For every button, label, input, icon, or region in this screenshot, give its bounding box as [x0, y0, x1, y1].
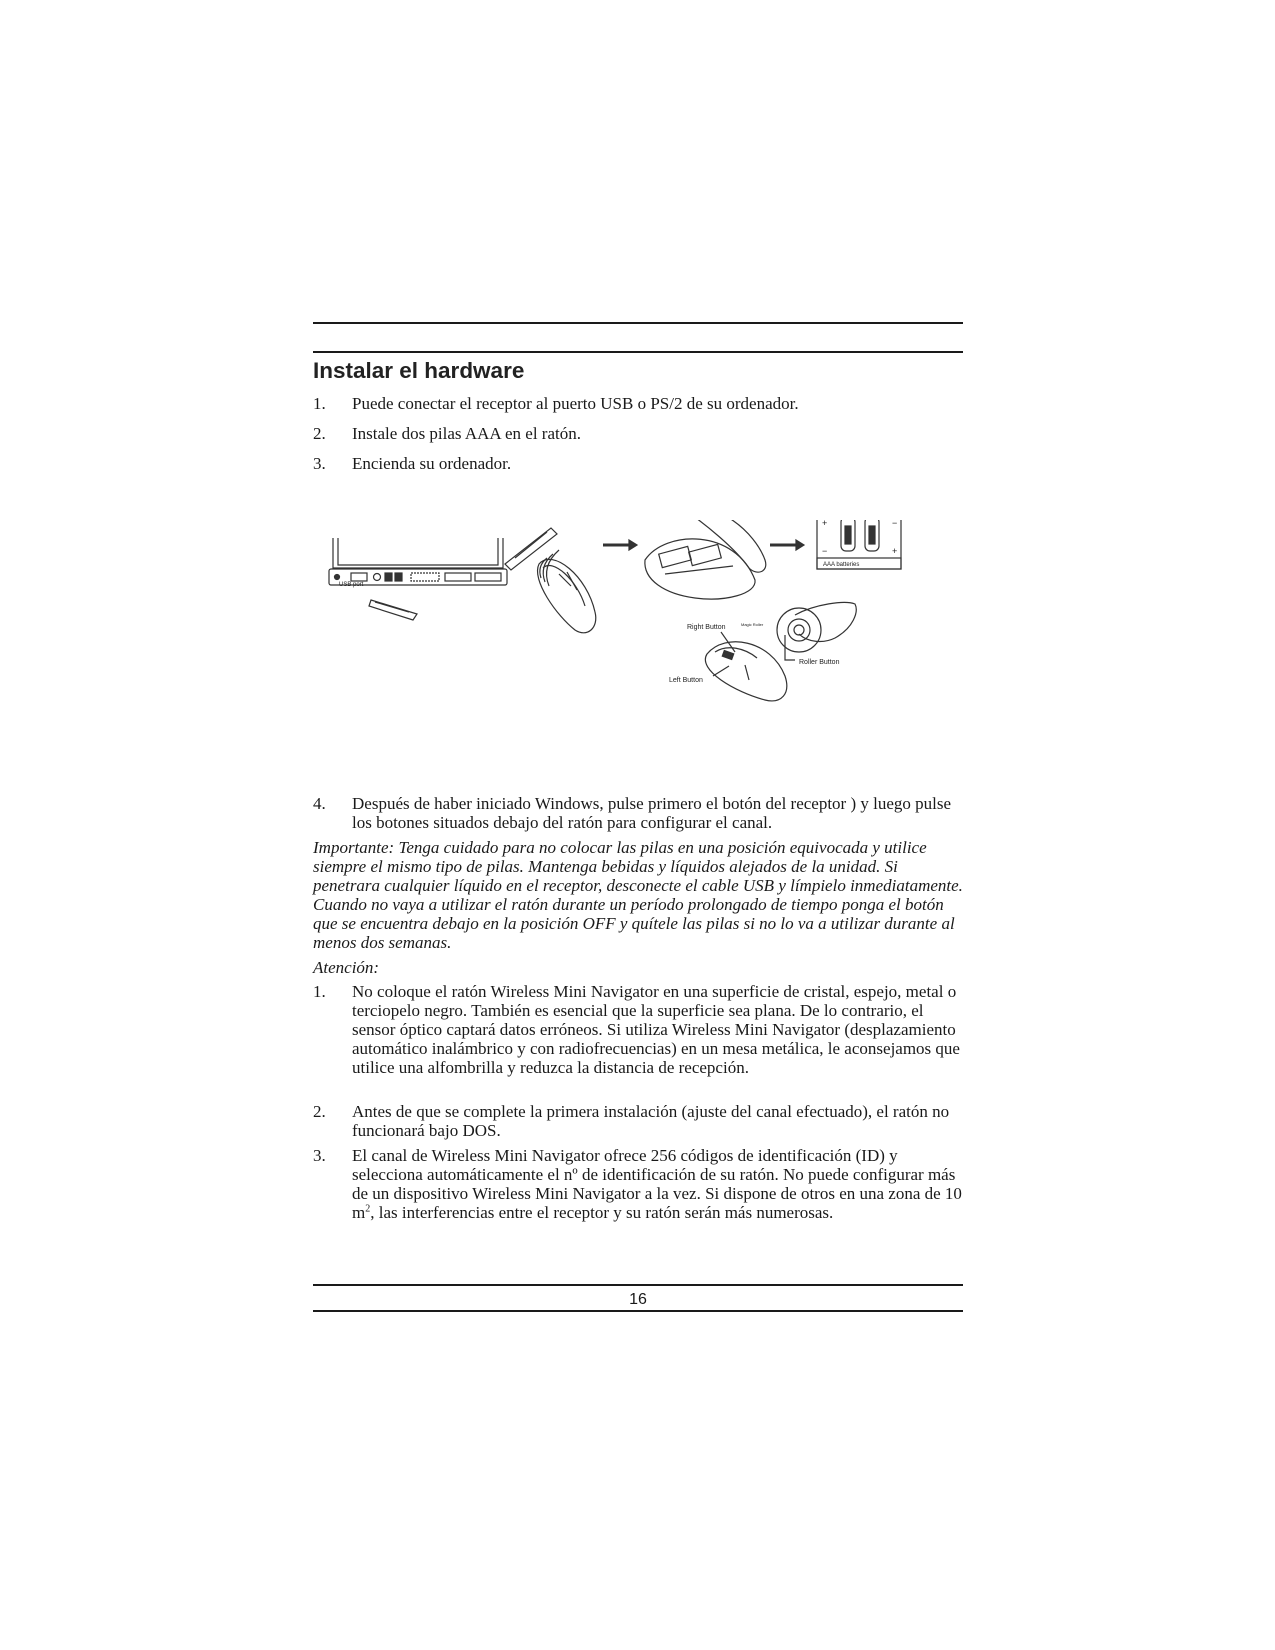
plus-sign: + [892, 546, 898, 556]
attention-text-part: , las interferencias entre el receptor y su ratón serán más numerosas. [370, 1203, 834, 1222]
step-text: Encienda su ordenador. [352, 454, 512, 473]
bottom-rule-1 [313, 1284, 963, 1286]
important-note: Importante: Tenga cuidado para no colocar las pilas en una posición equivocada y utilice siempre el mismo tipo de pilas. Mantenga bebidas y líquidos alejados de la unidad. Si penetrara cualquier líquido en el receptor, desconecte el cable USB y límpielo inmediatamente. Cuando no vaya a utilizar el ratón durante un período prolongado de tiempo ponga el botón que se encuentra debajo en la posición OFF y quítele las pilas si no lo va a utilizar durante al menos dos semanas. [313, 838, 963, 952]
left-button-label: Left Button [669, 677, 703, 684]
hand-roller-illustration [777, 602, 856, 652]
step-text: Instale dos pilas AAA en el ratón. [352, 424, 581, 443]
roller-button-label: Roller Button [799, 659, 840, 666]
attention-heading: Atención: [313, 958, 380, 977]
attention-text: No coloque el ratón Wireless Mini Navigator en una superficie de cristal, espejo, metal o terciopelo negro. También es esencial que la superficie sea plana. De lo contrario, el sensor óptico captará datos erróneos. Si utiliza Wireless Mini Navigator (desplazamiento automático inalámbrico y con radiofrecuencias) en un mesa metálica, le aconsejamos que utilice una alfombrilla y reduzca la distancia de recepción. [352, 982, 960, 1077]
magic-roller-label: Magic Roller [741, 622, 764, 627]
installation-illustration [325, 520, 965, 745]
step-number: 1. [313, 394, 326, 413]
attention-item [313, 1146, 963, 1222]
step-number: 4. [313, 794, 326, 813]
section-title: Instalar el hardware [313, 358, 525, 383]
arrow-head-icon [629, 540, 637, 550]
usb-port-label: USB port [339, 582, 364, 588]
right-button-label: Right Button [687, 624, 726, 631]
step-text: Después de haber iniciado Windows, pulse primero el botón del receptor ) y luego pulse los botones situados debajo del ratón para configurar el canal. [352, 794, 952, 832]
attention-item [313, 982, 963, 1077]
usb-receiver-icon [369, 600, 417, 620]
attention-text: Antes de que se complete la primera instalación (ajuste del canal efectuado), el ratón no funcionará bajo DOS. [352, 1102, 950, 1140]
step-item [313, 454, 963, 473]
plus-sign: + [822, 520, 828, 528]
mouse-buttons-illustration [705, 632, 795, 701]
attention-number: 1. [313, 982, 326, 1001]
attention-text [352, 1146, 963, 1222]
attention-number: 2. [313, 1102, 326, 1121]
aaa-batteries-label: AAA batteries [823, 562, 860, 568]
bottom-rule-2 [313, 1310, 963, 1312]
open-mouse-batteries-icon [645, 520, 766, 599]
superscript: 2 [365, 1203, 371, 1215]
step-item [313, 394, 963, 413]
page-number: 16 [629, 1291, 647, 1308]
minus-sign: − [892, 520, 898, 528]
step-item [313, 794, 963, 832]
laptop-illustration [329, 538, 507, 585]
arrow-head-icon [796, 540, 804, 550]
step-number: 2. [313, 424, 326, 443]
step-text: Puede conectar el receptor al puerto USB o PS/2 de su ordenador. [352, 394, 799, 413]
attention-number: 3. [313, 1146, 326, 1165]
step-number: 3. [313, 454, 326, 473]
minus-sign: − [822, 546, 828, 556]
top-rule-2 [313, 351, 963, 353]
top-rule-1 [313, 322, 963, 324]
step-item [313, 424, 963, 443]
attention-item [313, 1102, 963, 1140]
attention-text-part: El canal de Wireless Mini Navigator ofrece 256 códigos de identificación (ID) y selecciona automáticamente el nº de identificación de su ratón. No puede configurar más de un dispositivo Wireless Mini Navigator a la vez. Si dispone de otros en una zona de 10 m [352, 1146, 962, 1222]
